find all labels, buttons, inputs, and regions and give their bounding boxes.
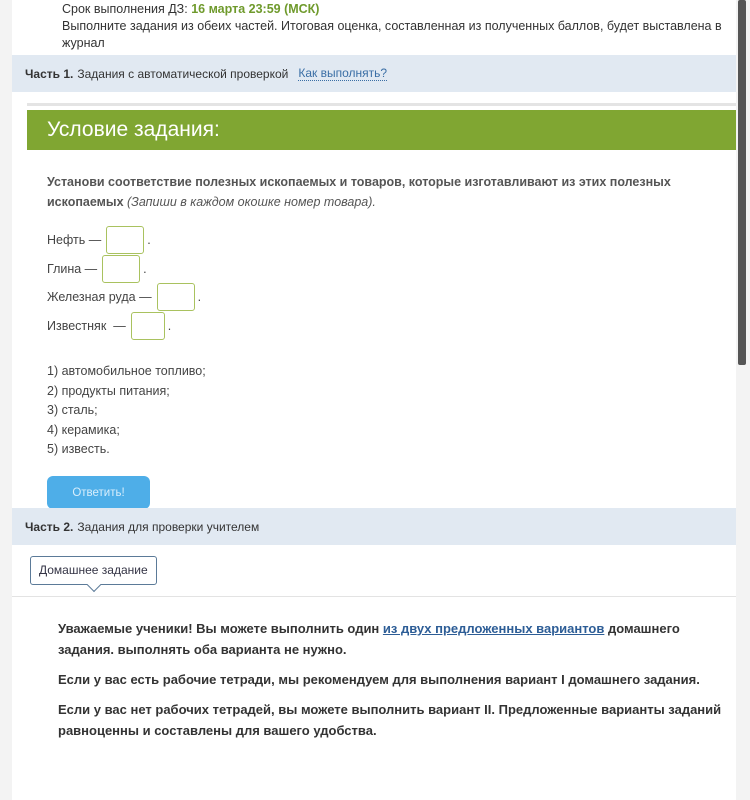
text: выполнять оба варианта не нужно. [117, 642, 347, 657]
row-label: Известняк — [47, 319, 126, 333]
part2-label: Часть 2. [25, 519, 74, 534]
part1-bar [12, 55, 736, 92]
options-list [47, 362, 206, 460]
row-label: Глина — [47, 262, 98, 276]
match-row: Глина — . [47, 255, 147, 283]
part2-title: Задания для проверки учителем [77, 519, 260, 534]
homework-text [58, 618, 728, 750]
how-to-link[interactable]: Как выполнять? [298, 66, 388, 80]
variants-link[interactable]: из двух предложенных вариантов [382, 621, 605, 636]
text: Уважаемые ученики! Вы можете выполнить один [58, 621, 383, 636]
divider [12, 596, 736, 597]
text: домашнего задания. [58, 621, 680, 657]
paragraph [58, 618, 728, 660]
option-item: 1) автомобильное топливо; [47, 364, 206, 378]
task-header: Условие задания: [27, 110, 736, 150]
scrollbar[interactable] [738, 0, 746, 365]
part1-label: Часть 1. [25, 66, 74, 81]
match-row: Нефть — . [47, 226, 151, 254]
row-label: Железная руда — [47, 290, 152, 304]
option-item: 2) продукты питания; [47, 383, 170, 398]
option-item: 3) сталь; [47, 403, 98, 417]
answer-input[interactable] [102, 255, 140, 283]
submit-button[interactable]: Ответить! [47, 476, 150, 509]
question-text: Установи соответствие полезных ископаемых и товаров, которые изготавливают из этих полезных ископаемых [47, 175, 671, 209]
deadline-label: Срок выполнения ДЗ: [62, 2, 188, 16]
page [12, 0, 736, 800]
option-item: 4) керамика; [47, 422, 120, 437]
text: равноценны и составлены для вашего удобства. [58, 723, 377, 738]
paragraph: Если у вас есть рабочие тетради, мы рекомендуем для выполнения вариант I домашнего задания. [58, 672, 700, 687]
question-hint: (Запиши в каждом окошке номер товара). [127, 195, 376, 209]
answer-input[interactable] [131, 312, 165, 340]
answer-input[interactable] [157, 283, 195, 311]
deadline-value: 16 марта 23:59 (МСК) [191, 2, 320, 16]
part2-bar [12, 508, 736, 545]
option-item: 5) известь. [47, 442, 110, 456]
match-row: Известняк — . [47, 312, 171, 340]
row-label: Нефть — [47, 233, 102, 247]
task-card [27, 103, 736, 508]
tab-homework[interactable]: Домашнее задание [30, 556, 157, 585]
match-row: Железная руда — . [47, 283, 201, 311]
text: Если у вас нет рабочих тетрадей, вы можете выполнить вариант II. Предложенные варианты заданий [58, 702, 722, 717]
paragraph [58, 699, 728, 741]
part1-title: Задания с автоматической проверкой [77, 66, 289, 81]
answer-input[interactable] [106, 226, 144, 254]
homework-info [62, 1, 732, 52]
instructions-text: Выполните задания из обеих частей. Итоговая оценка, составленная из полученных баллов, будет выставлена в журнал [62, 19, 722, 50]
task-question [47, 172, 727, 212]
